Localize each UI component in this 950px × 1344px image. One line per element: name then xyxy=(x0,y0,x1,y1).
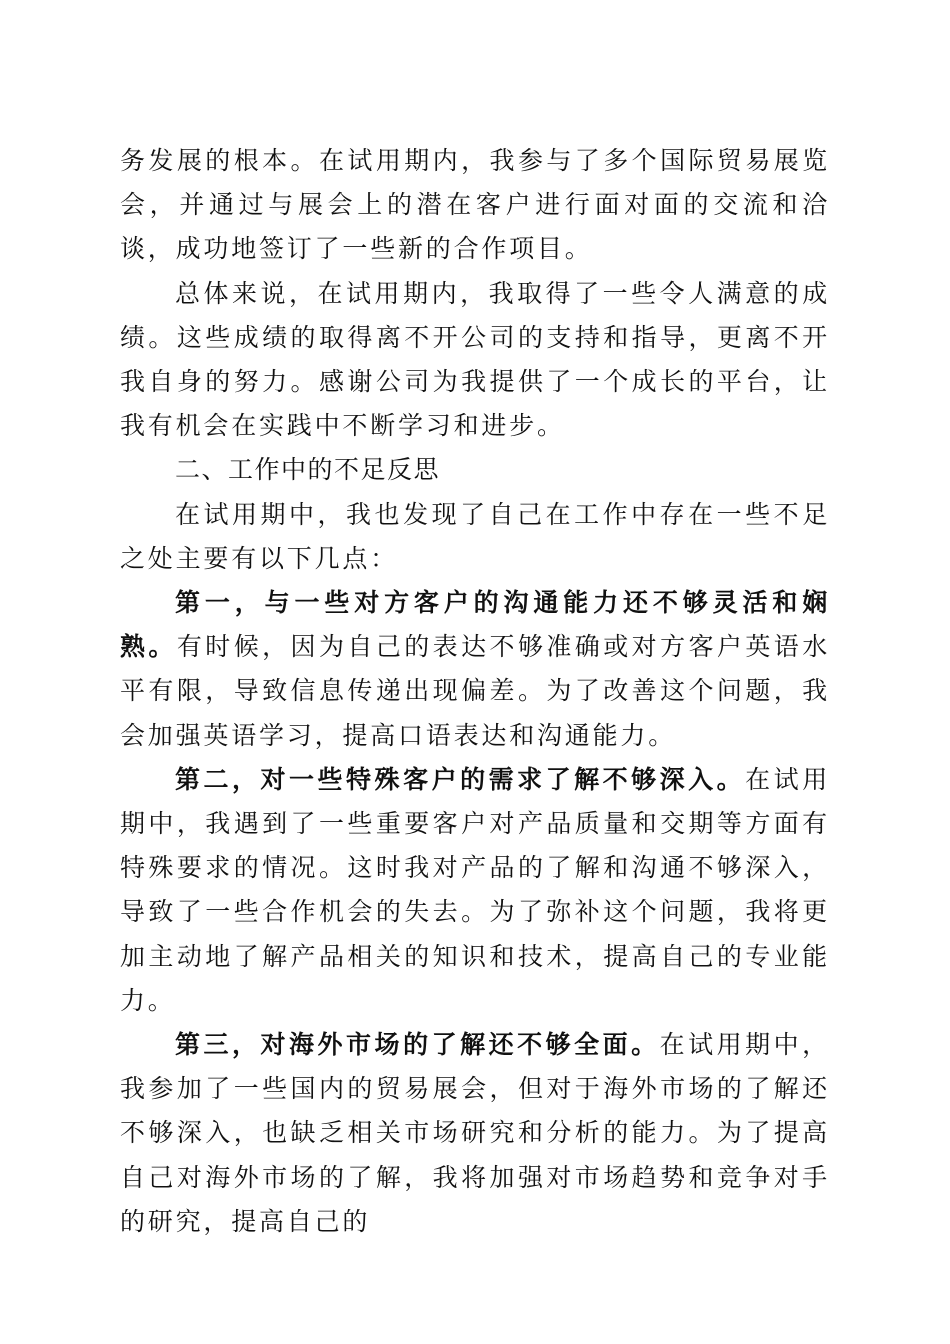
point-one-lead: 第一，与一些对方客户的沟通能力还不够灵活和娴熟。 xyxy=(120,588,830,662)
paragraph-intro-shortcomings: 在试用期中，我也发现了自己在工作中存在一些不足之处主要有以下几点： xyxy=(120,499,830,573)
paragraph-summary: 总体来说，在试用期内，我取得了一些令人满意的成绩。这些成绩的取得离不开公司的支持和指导，更离不开我自身的努力。感谢公司为我提供了一个成长的平台，让我有机会在实践中不断学习和进步。 xyxy=(120,278,830,441)
point-three-body: 在试用期中，我参加了一些国内的贸易展会，但对于海外市场的了解还不够深入，也缺乏相关市场研究和分析的能力。为了提高自己对海外市场的了解，我将加强对市场趋势和竞争对手的研究，提高自己的 xyxy=(120,1030,830,1236)
point-two-body: 在试用期中，我遇到了一些重要客户对产品质量和交期等方面有特殊要求的情况。这时我对产品的了解和沟通不够深入，导致了一些合作机会的失去。为了弥补这个问题，我将更加主动地了解产品相关的知识和技术，提高自己的专业能力。 xyxy=(120,764,830,1015)
paragraph-continuation: 务发展的根本。在试用期内，我参与了多个国际贸易展览会，并通过与展会上的潜在客户进行面对面的交流和洽谈，成功地签订了一些新的合作项目。 xyxy=(120,146,830,264)
point-three-lead: 第三，对海外市场的了解还不够全面。 xyxy=(175,1030,660,1060)
document-body xyxy=(120,139,830,1244)
section-heading: 二、工作中的不足反思 xyxy=(175,455,441,485)
paragraph-point-three xyxy=(120,1023,830,1244)
point-one-body: 有时候，因为自己的表达不够准确或对方客户英语水平有限，导致信息传递出现偏差。为了改善这个问题，我会加强英语学习，提高口语表达和沟通能力。 xyxy=(120,632,830,750)
point-two-lead: 第二，对一些特殊客户的需求了解不够深入。 xyxy=(175,764,746,794)
paragraph-point-two xyxy=(120,758,830,1023)
paragraph-point-one xyxy=(120,581,830,758)
